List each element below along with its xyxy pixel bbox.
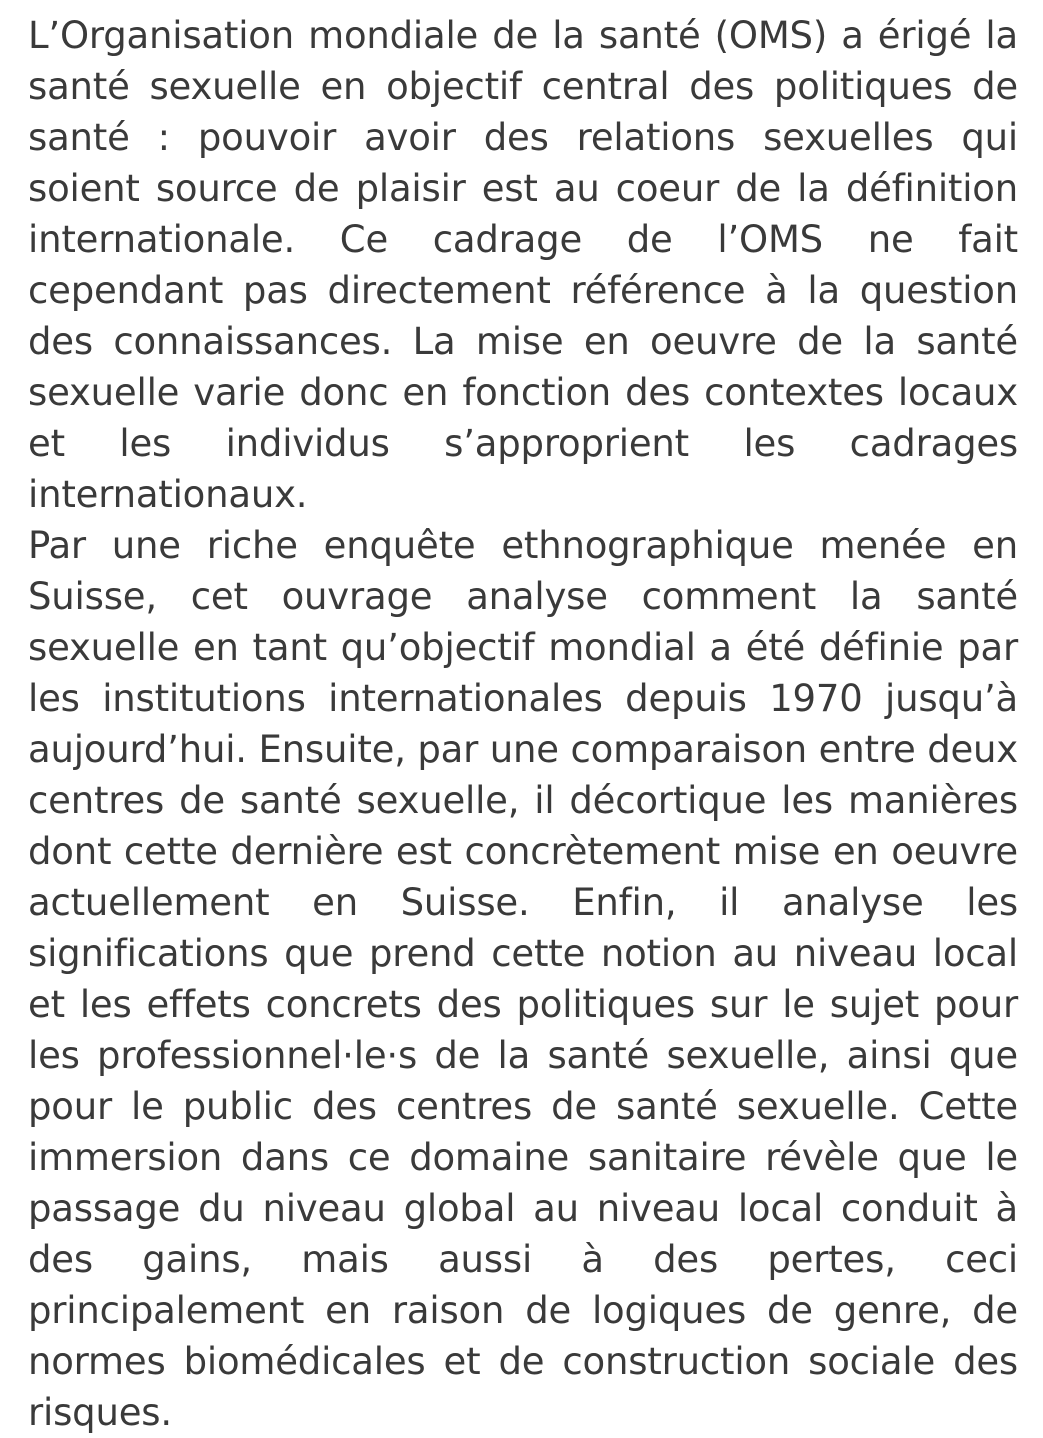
book-description — [28, 10, 1018, 1438]
paragraph-study: Par une riche enquête ethnographique menée en Suisse, cet ouvrage analyse comment la santé sexuelle en tant qu’objectif mondial a été définie par les institutions internationales depuis 1970 jusqu’à aujourd’hui. Ensuite, par une comparaison entre deux centres de santé sexuelle, il décortique les manières dont cette dernière est concrètement mise en oeuvre actuellement en Suisse. Enfin, il analyse les significations que prend cette notion au niveau local et les effets concrets des politiques sur le sujet pour les professionnel·le·s de la santé sexuelle, ainsi que pour le public des centres de santé sexuelle. Cette immersion dans ce domaine sanitaire révèle que le passage du niveau global au niveau local conduit à des gains, mais aussi à des pertes, ceci principalement en raison de logiques de genre, de normes biomédicales et de construction sociale des risques. — [28, 524, 1018, 1434]
paragraph-intro: L’Organisation mondiale de la santé (OMS) a érigé la santé sexuelle en objectif central des politiques de santé : pouvoir avoir des relations sexuelles qui soient source de plaisir est au coeur de la définition internationale. Ce cadrage de l’OMS ne fait cependant pas directement référence à la question des connaissances. La mise en oeuvre de la santé sexuelle varie donc en fonction des contextes locaux et les individus s’approprient les cadrages internationaux. — [28, 14, 1018, 516]
